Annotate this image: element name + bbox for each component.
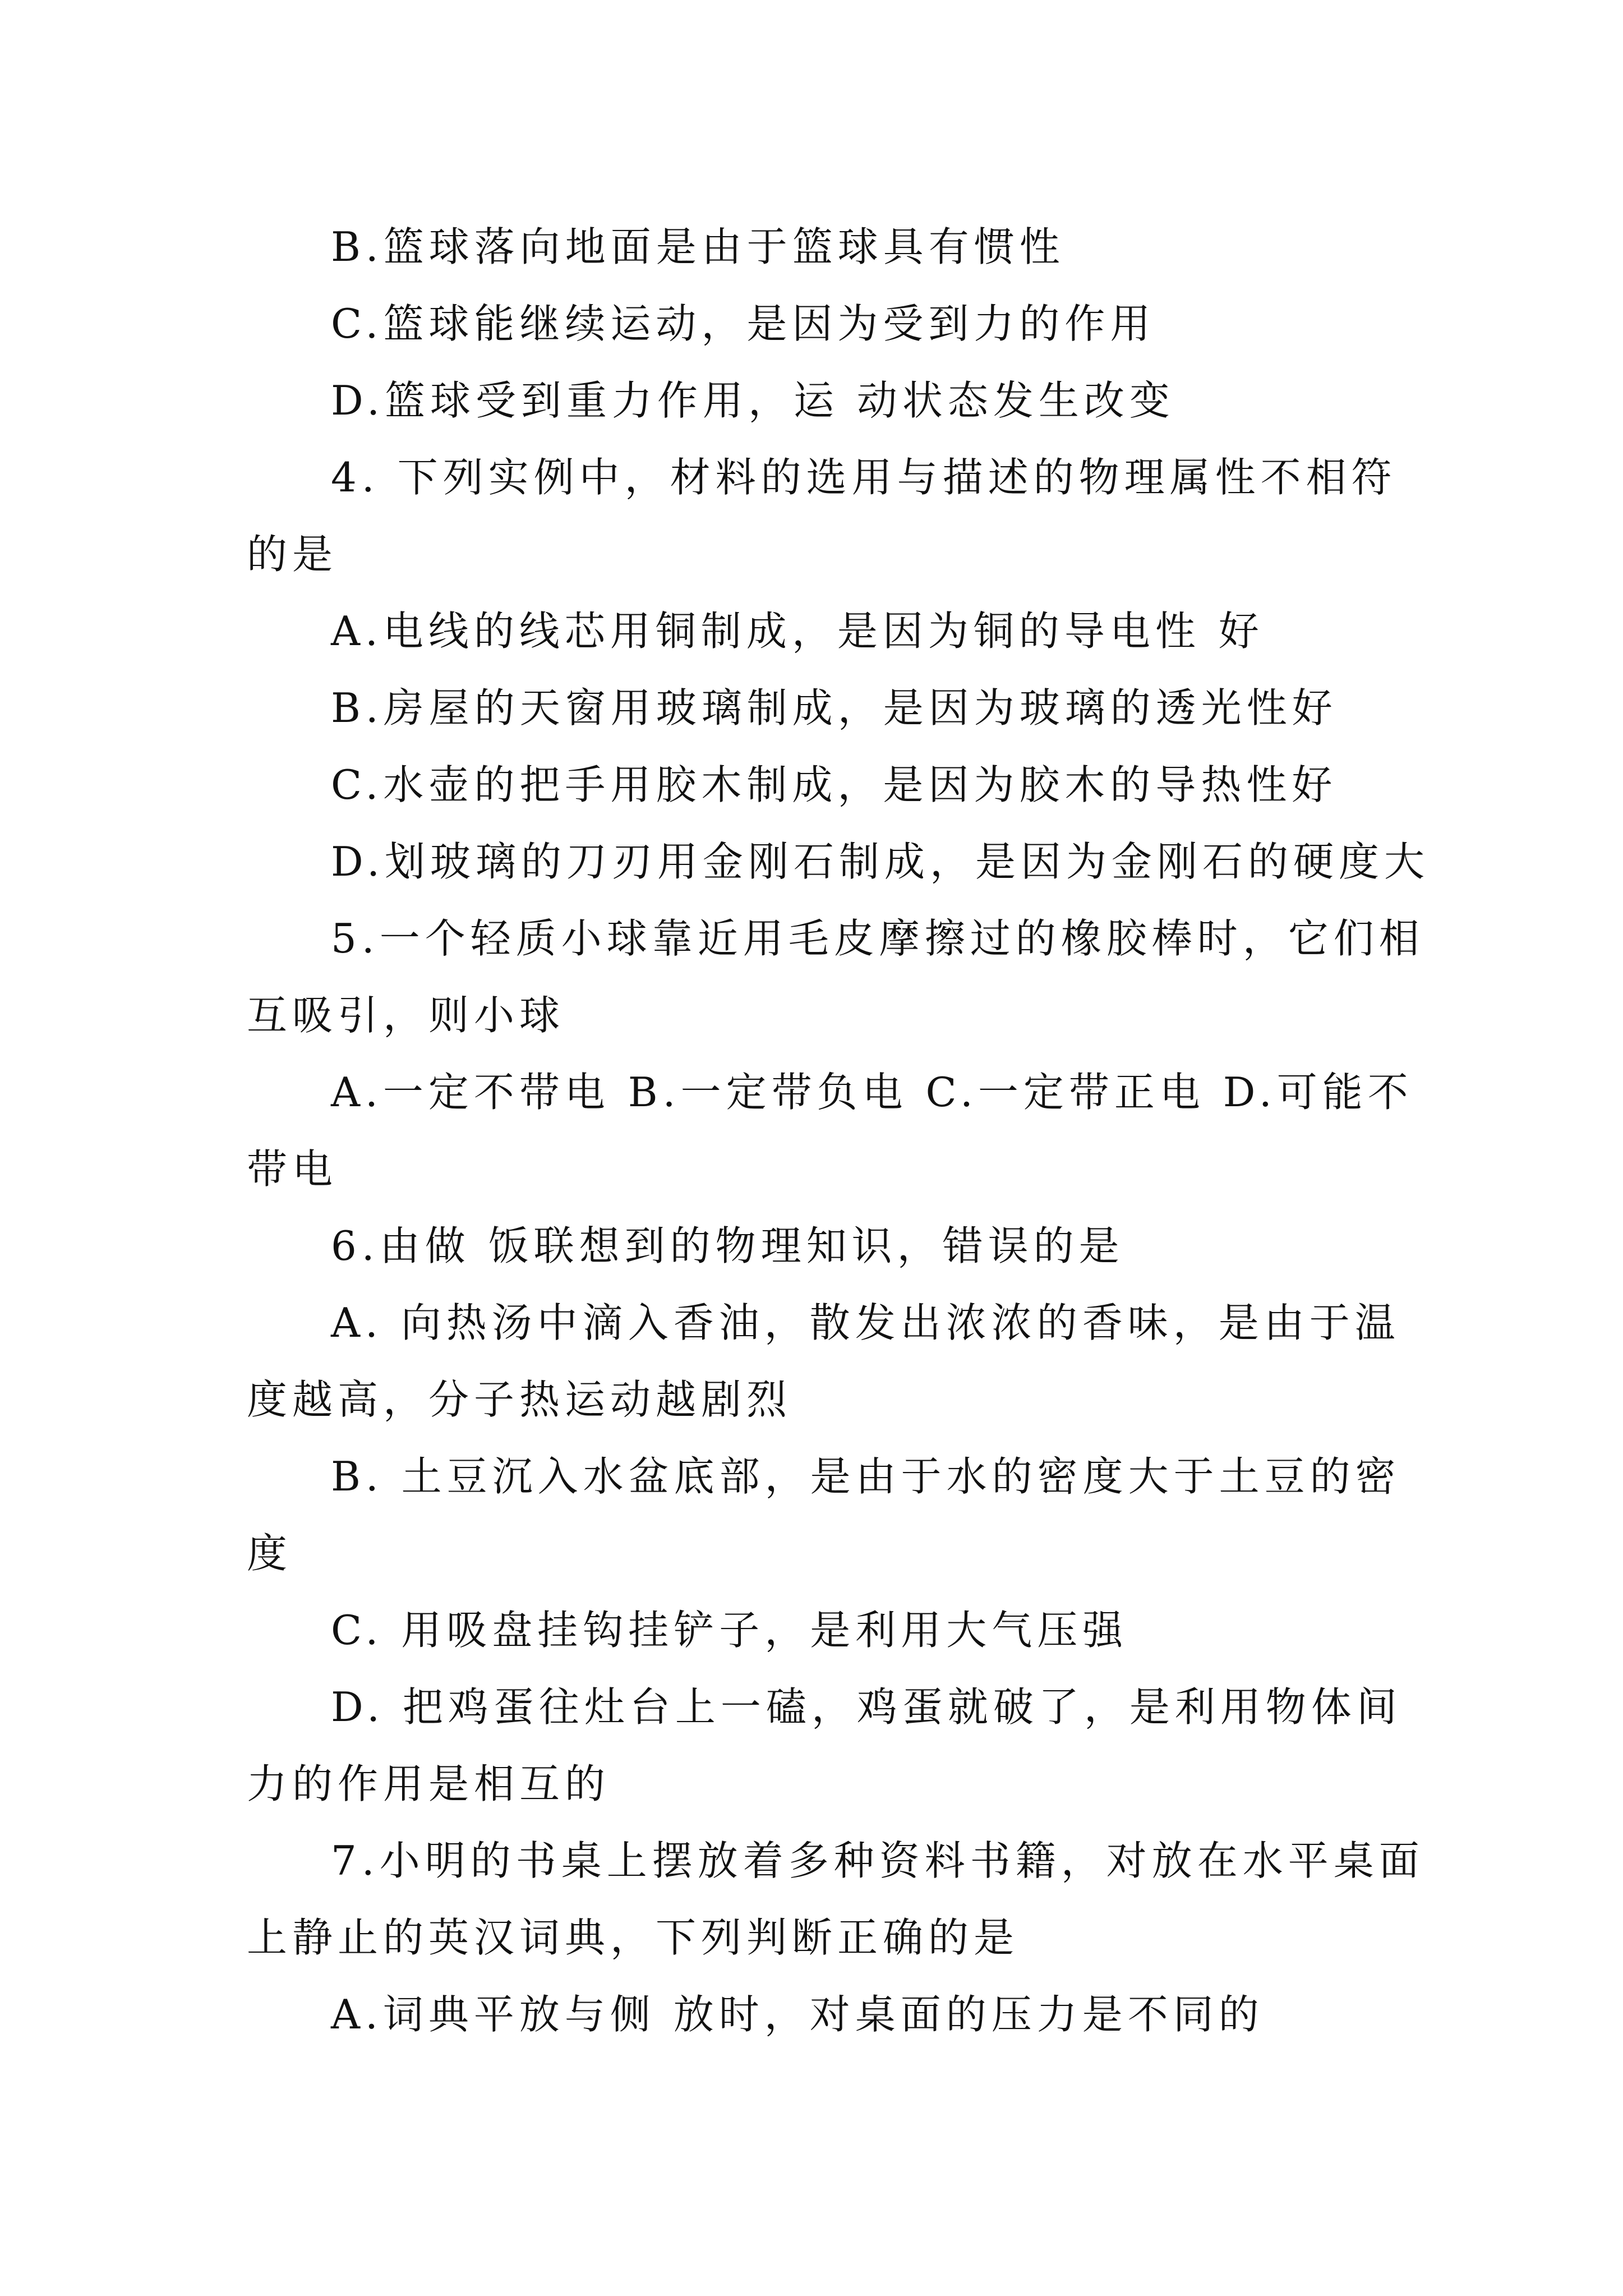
question-7-stem: 7.小明的书桌上摆放着多种资料书籍，对放在水平桌面 (331, 1837, 1424, 1884)
question-5-stem-cont: 互吸引，则小球 (247, 992, 565, 1039)
question-6-stem: 6.由做 饭联想到的物理知识，错误的是 (331, 1222, 1124, 1269)
question-5-options-cont: 带电 (247, 1145, 338, 1193)
question-4-stem-cont: 的是 (247, 531, 338, 578)
option-3d: D.篮球受到重力作用，运 动状态发生改变 (331, 377, 1175, 424)
question-5-stem: 5.一个轻质小球靠近用毛皮摩擦过的橡胶棒时，它们相 (331, 915, 1424, 962)
document-body (247, 209, 1430, 2053)
option-6a: A. 向热汤中滴入香油，散发出浓浓的香味，是由于温 (331, 1299, 1400, 1346)
option-4d: D.划玻璃的刀刃用金刚石制成，是因为金刚石的硬度大 (331, 838, 1430, 885)
option-6b: B. 土豆沉入水盆底部，是由于水的密度大于土豆的密 (331, 1453, 1401, 1500)
question-4-stem: 4. 下列实例中，材料的选用与描述的物理属性不相符 (331, 454, 1397, 501)
option-4a: A.电线的线芯用铜制成，是因为铜的导电性 好 (331, 608, 1264, 655)
option-3b: B.篮球落向地面是由于篮球具有惯性 (331, 223, 1065, 270)
option-3c: C.篮球能继续运动，是因为受到力的作用 (331, 300, 1156, 347)
option-4c: C.水壶的把手用胶木制成，是因为胶木的导热性好 (331, 761, 1338, 808)
option-7a: A.词典平放与侧 放时，对桌面的压力是不同的 (331, 1991, 1264, 2038)
option-6b-cont: 度 (247, 1530, 293, 1577)
option-6a-cont: 度越高，分子热运动越剧烈 (247, 1376, 792, 1423)
option-6d-cont: 力的作用是相互的 (247, 1760, 611, 1807)
question-5-options: A.一定不带电 B.一定带负电 C.一定带正电 D.可能不 (331, 1069, 1413, 1116)
option-6d: D. 把鸡蛋往灶台上一磕，鸡蛋就破了，是利用物体间 (331, 1683, 1402, 1731)
option-4b: B.房屋的天窗用玻璃制成，是因为玻璃的透光性好 (331, 684, 1338, 731)
option-6c: C. 用吸盘挂钩挂铲子，是利用大气压强 (331, 1607, 1128, 1654)
question-7-stem-cont: 上静止的英汉词典，下列判断正确的是 (247, 1914, 1020, 1961)
